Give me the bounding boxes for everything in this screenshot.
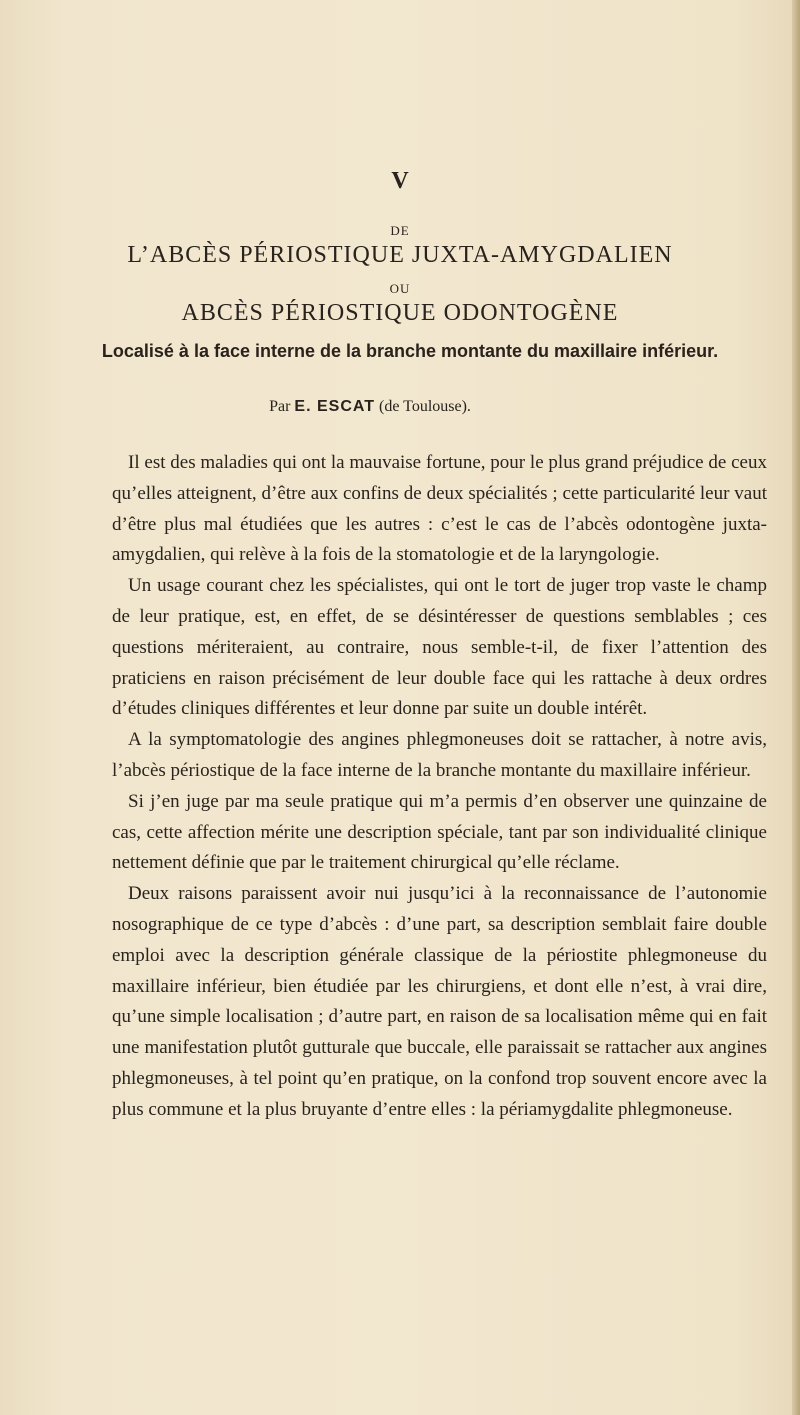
ou-label: OU <box>389 281 411 296</box>
title-line-2: ABCÈS PÉRIOSTIQUE ODONTOGÈNE <box>181 300 619 326</box>
byline <box>0 398 740 416</box>
author-affiliation: (de Toulouse). <box>379 398 471 415</box>
body-text <box>112 448 767 1126</box>
byline-prefix: Par <box>269 398 291 415</box>
paragraph: Il est des maladies qui ont la mauvaise fortune, pour le plus grand préjudice de ceux qu’elles atteignent, d’être aux confins de deux spécialités ; cette particularité leur vaut d’être plus mal étudiées que les autres : c’est le cas de l’abcès odontogène juxta-amygdalien, qui relève à la fois de la stomatologie et de la laryngologie. <box>112 452 767 566</box>
paragraph: A la symptomatologie des angines phlegmoneuses doit se rattacher, à notre avis, l’abcès périostique de la face interne de la branche montante du maxillaire inférieur. <box>112 729 767 781</box>
subtitle: Localisé à la face interne de la branche montante du maxillaire inférieur. <box>101 341 719 361</box>
author-name: E. ESCAT <box>294 398 376 415</box>
de-label: DE <box>390 223 410 238</box>
page-edge <box>792 0 800 1415</box>
title-line-1: L’ABCÈS PÉRIOSTIQUE JUXTA-AMYGDALIEN <box>127 242 673 268</box>
paragraph: Si j’en juge par ma seule pratique qui m’a permis d’en observer une quinzaine de cas, cette affection mérite une description spéciale, tant par son individualité clinique nettement définie que par le traitement chirurgical qu’elle réclame. <box>112 790 767 874</box>
paragraph: Deux raisons paraissent avoir nui jusqu’ici à la reconnaissance de l’autonomie nosographique de ce type d’abcès : d’une part, sa description semblait faire double emploi avec la description générale classique de la périostite phlegmoneuse du maxillaire inférieur, bien étudiée par les chirurgiens, et dont elle n’est, à vrai dire, qu’une simple localisation ; d’autre part, en raison de sa localisation même qui en fait une manifestation plutôt gutturale que buccale, elle paraissait se rattacher aux angines phlegmoneuses, à tel point qu’en pratique, on la confond trop souvent encore avec la plus commune et la plus bruyante d’entre elles : la périamygdalite phlegmoneuse. <box>112 883 767 1120</box>
section-numeral: V <box>391 168 409 194</box>
paragraph: Un usage courant chez les spécialistes, qui ont le tort de juger trop vaste le champ de leur pratique, est, en effet, de se désintéresser de questions semblables ; ces questions mériteraient, au contraire, nous semble-t-il, de fixer l’attention des praticiens en raison précisément de leur double face qui les rattache à deux ordres d’études cliniques différentes et leur donne par suite un double intérêt. <box>112 575 767 720</box>
